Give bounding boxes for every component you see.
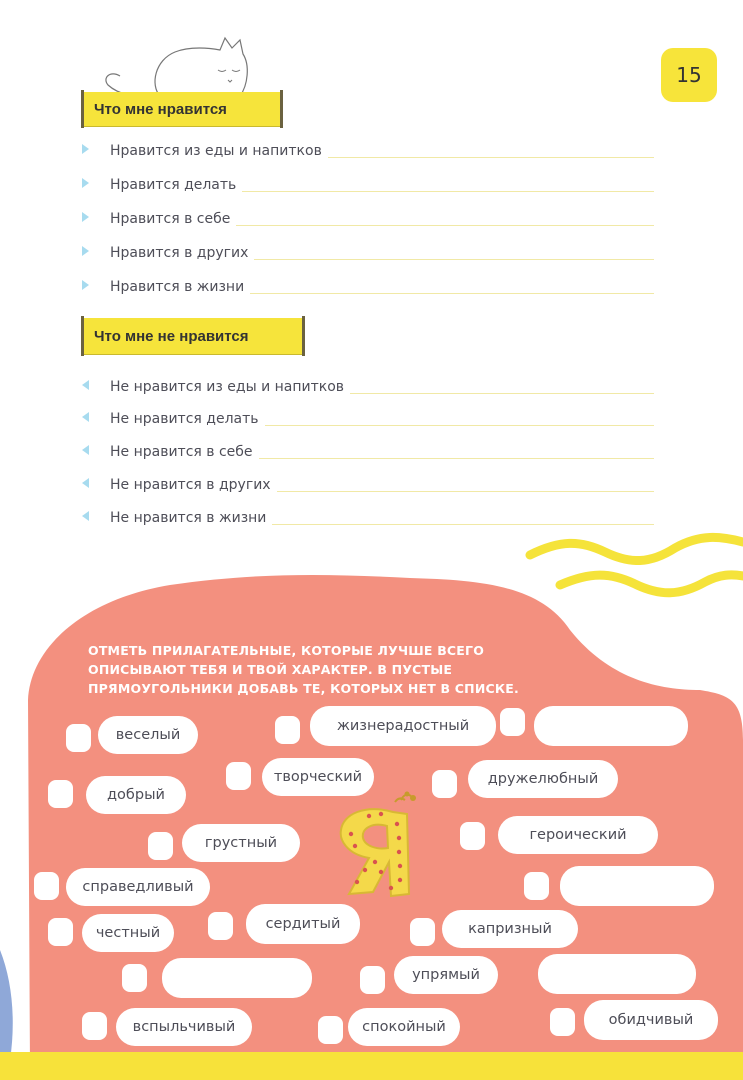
answer-line[interactable] <box>259 458 654 459</box>
dislikes-row-do[interactable]: Не нравится делать <box>82 404 654 428</box>
adjective-pill[interactable]: грустный <box>182 824 300 862</box>
dislikes-row-self[interactable]: Не нравится в себе <box>82 437 654 461</box>
blue-accent-decoration <box>0 950 22 1060</box>
checkbox[interactable] <box>48 780 73 808</box>
bullet-arrow-icon <box>82 412 89 422</box>
bullet-arrow-icon <box>82 511 89 521</box>
answer-line[interactable] <box>328 157 654 158</box>
adjective-pill[interactable]: справедливый <box>66 868 210 906</box>
answer-line[interactable] <box>277 491 654 492</box>
checkbox[interactable] <box>226 762 251 790</box>
likes-row-food[interactable]: Нравится из еды и напитков <box>82 136 654 160</box>
adjective-pill[interactable]: жизнерадостный <box>310 706 496 746</box>
bullet-arrow-icon <box>82 445 89 455</box>
yellow-waves-decoration <box>520 530 743 610</box>
answer-line[interactable] <box>250 293 654 294</box>
adjective-pill-empty[interactable] <box>538 954 696 994</box>
adjective-pill-empty[interactable] <box>560 866 714 906</box>
checkbox[interactable] <box>360 966 385 994</box>
checkbox[interactable] <box>82 1012 107 1040</box>
checkbox[interactable] <box>148 832 173 860</box>
checkbox[interactable] <box>275 716 300 744</box>
dislikes-row-food[interactable]: Не нравится из еды и напитков <box>82 372 654 396</box>
adjective-pill-empty[interactable] <box>162 958 312 998</box>
adjective-pill[interactable]: вспыльчивый <box>116 1008 252 1046</box>
adjective-pill[interactable]: добрый <box>86 776 186 814</box>
adjective-pill[interactable]: капризный <box>442 910 578 948</box>
likes-row-do[interactable]: Нравится делать <box>82 170 654 194</box>
checkbox[interactable] <box>66 724 91 752</box>
dislikes-row-life[interactable]: Не нравится в жизни <box>82 503 654 527</box>
instruction-text: ОТМЕТЬ ПРИЛАГАТЕЛЬНЫЕ, КОТОРЫЕ ЛУЧШЕ ВСЕГО ОПИСЫВАЮТ ТЕБЯ И ТВОЙ ХАРАКТЕР. В ПУСТЫЕ ПРЯМОУГОЛЬНИКИ ДОБАВЬ ТЕ, КОТОРЫХ НЕТ В СПИСКЕ. <box>88 643 519 696</box>
adjective-pill[interactable]: обидчивый <box>584 1000 718 1040</box>
adjective-pill[interactable]: героический <box>498 816 658 854</box>
adjective-pill[interactable]: честный <box>82 914 174 952</box>
likes-row-others[interactable]: Нравится в других <box>82 238 654 262</box>
bullet-arrow-icon <box>82 380 89 390</box>
bullet-arrow-icon <box>82 144 89 154</box>
checkbox[interactable] <box>122 964 147 992</box>
adjective-pill-empty[interactable] <box>534 706 688 746</box>
page-number: 15 <box>661 48 717 102</box>
likes-section-label: Что мне нравится <box>82 92 282 126</box>
likes-row-self[interactable]: Нравится в себе <box>82 204 654 228</box>
checkbox[interactable] <box>460 822 485 850</box>
adjective-pill[interactable]: упрямый <box>394 956 498 994</box>
answer-line[interactable] <box>350 393 654 394</box>
answer-line[interactable] <box>254 259 654 260</box>
bullet-arrow-icon <box>82 178 89 188</box>
checkbox[interactable] <box>34 872 59 900</box>
dislikes-row-others[interactable]: Не нравится в других <box>82 470 654 494</box>
checkbox[interactable] <box>48 918 73 946</box>
bottom-yellow-strip <box>0 1052 743 1080</box>
answer-line[interactable] <box>236 225 654 226</box>
sleeping-cat-icon <box>100 30 260 100</box>
checkbox[interactable] <box>524 872 549 900</box>
bullet-arrow-icon <box>82 212 89 222</box>
adjective-pill[interactable]: спокойный <box>348 1008 460 1046</box>
answer-line[interactable] <box>242 191 654 192</box>
adjective-pill[interactable]: веселый <box>98 716 198 754</box>
letter-ya-illustration <box>325 790 440 900</box>
checkbox[interactable] <box>208 912 233 940</box>
answer-line[interactable] <box>272 524 654 525</box>
adjective-pill[interactable]: творческий <box>262 758 374 796</box>
bullet-arrow-icon <box>82 280 89 290</box>
bullet-arrow-icon <box>82 478 89 488</box>
bullet-arrow-icon <box>82 246 89 256</box>
checkbox[interactable] <box>410 918 435 946</box>
checkbox[interactable] <box>318 1016 343 1044</box>
dislikes-section-label: Что мне не нравится <box>82 318 304 354</box>
answer-line[interactable] <box>265 425 654 426</box>
likes-row-life[interactable]: Нравится в жизни <box>82 272 654 296</box>
checkbox[interactable] <box>550 1008 575 1036</box>
checkbox[interactable] <box>500 708 525 736</box>
adjective-pill[interactable]: дружелюбный <box>468 760 618 798</box>
adjective-pill[interactable]: сердитый <box>246 904 360 944</box>
